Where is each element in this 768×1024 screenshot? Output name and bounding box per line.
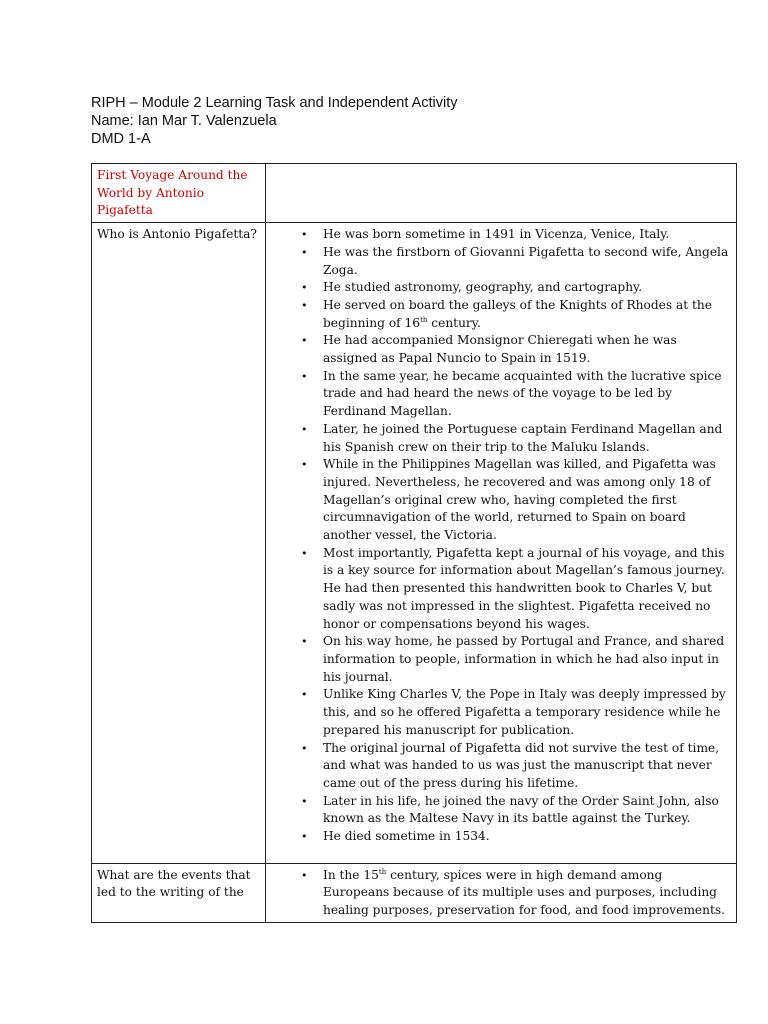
question-cell: [92, 863, 266, 922]
question-cell: [92, 223, 266, 864]
bullet-icon: •: [301, 546, 308, 560]
bullet-item: • He studied astronomy, geography, and cartography.: [323, 279, 731, 297]
answer-bullet-list: [271, 867, 731, 920]
table-title: First Voyage Around the World by Antonio Pigafetta: [97, 168, 248, 218]
bullet-icon: •: [301, 830, 308, 844]
table-title-empty-cell: [266, 164, 737, 223]
header-name: Name: Ian Mar T. Valenzuela: [91, 113, 277, 129]
bullet-item: • The original journal of Pigafetta did not survive the test of time, and what was handed to us was just the manuscript that never came out of the press during his lifetime.: [301, 740, 720, 790]
bullet-icon: •: [301, 245, 308, 259]
bullet-icon: •: [301, 741, 308, 755]
table-row: [92, 223, 737, 864]
bullet-item: • He was born sometime in 1491 in Vicenza, Venice, Italy.: [323, 226, 731, 244]
table-row: [92, 863, 737, 922]
header-title: RIPH – Module 2 Learning Task and Independent Activity: [91, 95, 458, 111]
bullet-icon: •: [301, 794, 308, 808]
bullet-item: • Most importantly, Pigafetta kept a journal of his voyage, and this is a key source for information about Magellan’s famous journey. He had then presented this handwritten book to Charles V, but sadly was not impressed in the slightest. Pigafetta received no honor or compensations beyond his wages.: [301, 545, 725, 631]
bullet-item: • He died sometime in 1534.: [323, 828, 731, 846]
header-section: DMD 1-A: [91, 131, 151, 147]
table-title-row: [92, 164, 737, 223]
bullet-item: • Later in his life, he joined the navy of the Order Saint John, also known as the Maltese Navy in its battle against the Turkey.: [301, 793, 719, 826]
bullet-icon: •: [301, 369, 308, 383]
bullet-item: • He served on board the galleys of the Knights of Rhodes at the beginning of 16th century.: [301, 297, 712, 330]
bullet-icon: •: [301, 334, 308, 348]
bullet-item: • He was the firstborn of Giovanni Pigafetta to second wife, Angela Zoga.: [301, 244, 729, 277]
bullet-icon: •: [301, 688, 308, 702]
question-label: Who is Antonio Pigafetta?: [97, 227, 257, 242]
bullet-icon: •: [301, 868, 308, 882]
bullet-item: • He had accompanied Monsignor Chieregati when he was assigned as Papal Nuncio to Spain in 1519.: [301, 333, 677, 366]
bullet-item: • In the 15th century, spices were in high demand among Europeans because of its multiple uses and purposes, including healing purposes, preservation for food, and food improvements.: [301, 867, 725, 918]
answer-bullet-list: [271, 226, 731, 846]
question-label: What are the events that led to the writing of the: [97, 867, 251, 900]
answer-cell: [266, 863, 737, 922]
bullet-item: • Unlike King Charles V, the Pope in Italy was deeply impressed by this, and so he offered Pigafetta a temporary residence while he prepared his manuscript for publication.: [301, 687, 726, 737]
bullet-item: • While in the Philippines Magellan was killed, and Pigafetta was injured. Nevertheless, he recovered and was among only 18 of Magellan’s original crew who, having completed the first circumnavigation of the world, returned to Spain on board another vessel, the Victoria.: [301, 457, 716, 543]
bullet-icon: •: [301, 281, 308, 295]
bullet-icon: •: [301, 458, 308, 472]
bullet-icon: •: [301, 228, 308, 242]
table-title-cell: [92, 164, 266, 223]
document-header: [91, 94, 458, 148]
bullet-icon: •: [301, 298, 308, 312]
bullet-item: • Later, he joined the Portuguese captain Ferdinand Magellan and his Spanish crew on their trip to the Maluku Islands.: [301, 421, 723, 454]
content-table: [91, 163, 737, 923]
bullet-item: • On his way home, he passed by Portugal and France, and shared information to people, information in which he had also input in his journal.: [301, 634, 725, 684]
bullet-icon: •: [301, 635, 308, 649]
bullet-item: • In the same year, he became acquainted with the lucrative spice trade and had heard the news of the voyage to be led by Ferdinand Magellan.: [301, 368, 722, 419]
bullet-icon: •: [301, 422, 308, 436]
answer-cell: [266, 223, 737, 864]
